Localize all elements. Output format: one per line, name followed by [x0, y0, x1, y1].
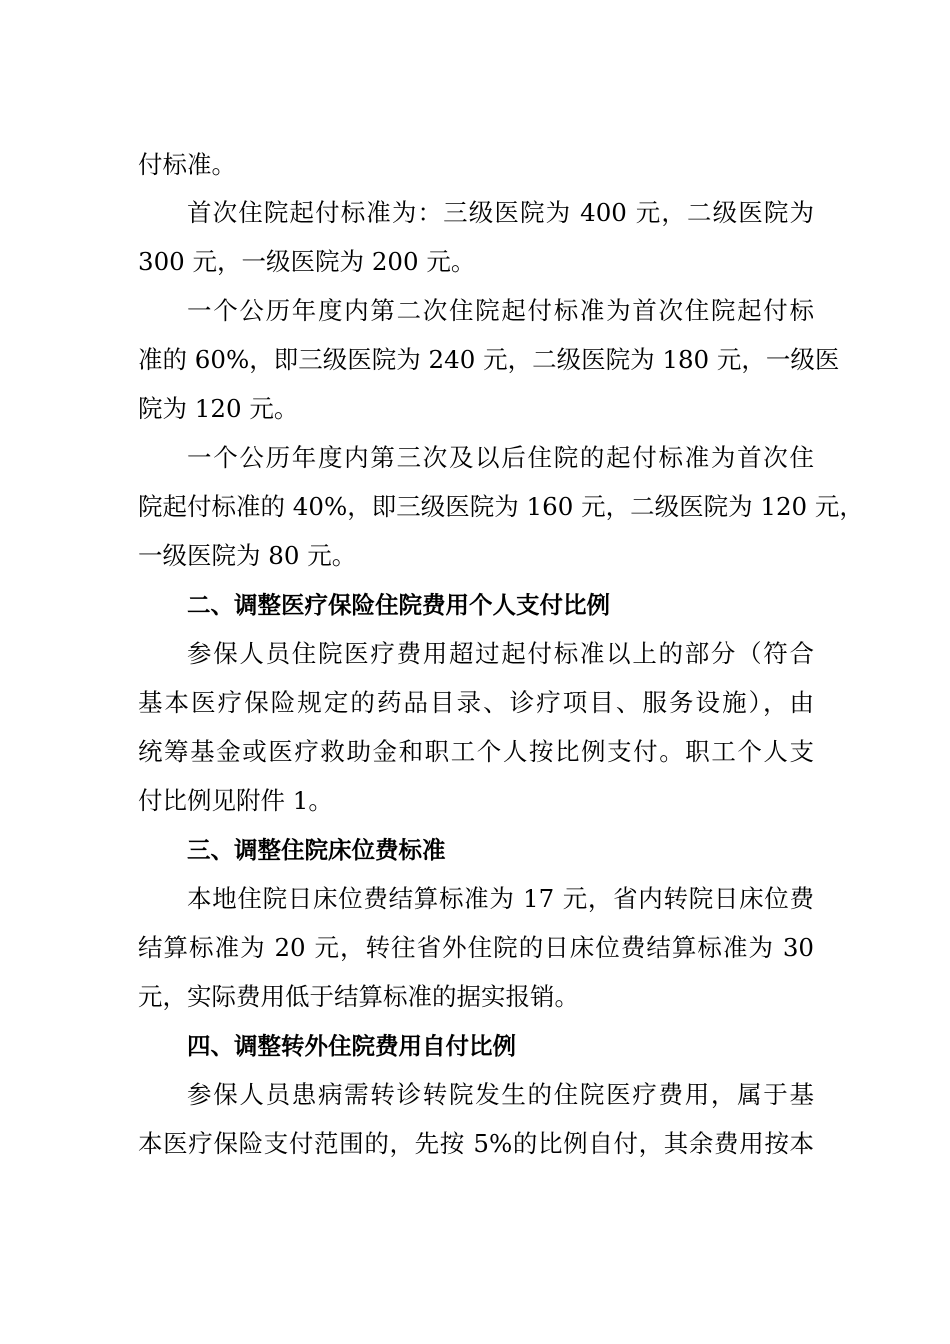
section-heading: 四、调整转外住院费用自付比例 [187, 1032, 516, 1060]
section-heading: 三、调整住院床位费标准 [187, 836, 446, 864]
text-line: 院起付标准的 40%，即三级医院为 160 元，二级医院为 120 元， [138, 492, 864, 521]
text-line: 本医疗保险支付范围的，先按 5%的比例自付，其余费用按本 [138, 1129, 814, 1158]
text-line: 付比例见附件 1。 [138, 786, 333, 815]
text-line: 参保人员住院医疗费用超过起付标准以上的部分（符合 [187, 639, 814, 668]
text-line: 准的 60%，即三级医院为 240 元，二级医院为 180 元，一级医 [138, 345, 840, 374]
section-heading: 二、调整医疗保险住院费用个人支付比例 [187, 591, 610, 619]
text-line: 院为 120 元。 [138, 394, 299, 423]
text-line: 一级医院为 80 元。 [138, 541, 357, 570]
text-line: 统筹基金或医疗救助金和职工个人按比例支付。职工个人支 [138, 737, 814, 766]
text-line: 300 元，一级医院为 200 元。 [138, 247, 476, 276]
text-line: 基本医疗保险规定的药品目录、诊疗项目、服务设施），由 [138, 688, 814, 717]
text-line: 结算标准为 20 元，转往省外住院的日床位费结算标准为 30 [138, 933, 814, 962]
text-line: 参保人员患病需转诊转院发生的住院医疗费用，属于基 [187, 1080, 814, 1109]
text-line: 元，实际费用低于结算标准的据实报销。 [138, 982, 579, 1011]
text-line: 付标准。 [138, 150, 236, 179]
text-line: 本地住院日床位费结算标准为 17 元，省内转院日床位费 [187, 884, 814, 913]
text-line: 一个公历年度内第二次住院起付标准为首次住院起付标 [187, 296, 814, 325]
text-line: 首次住院起付标准为：三级医院为 400 元，二级医院为 [187, 198, 814, 227]
text-line: 一个公历年度内第三次及以后住院的起付标准为首次住 [187, 443, 814, 472]
